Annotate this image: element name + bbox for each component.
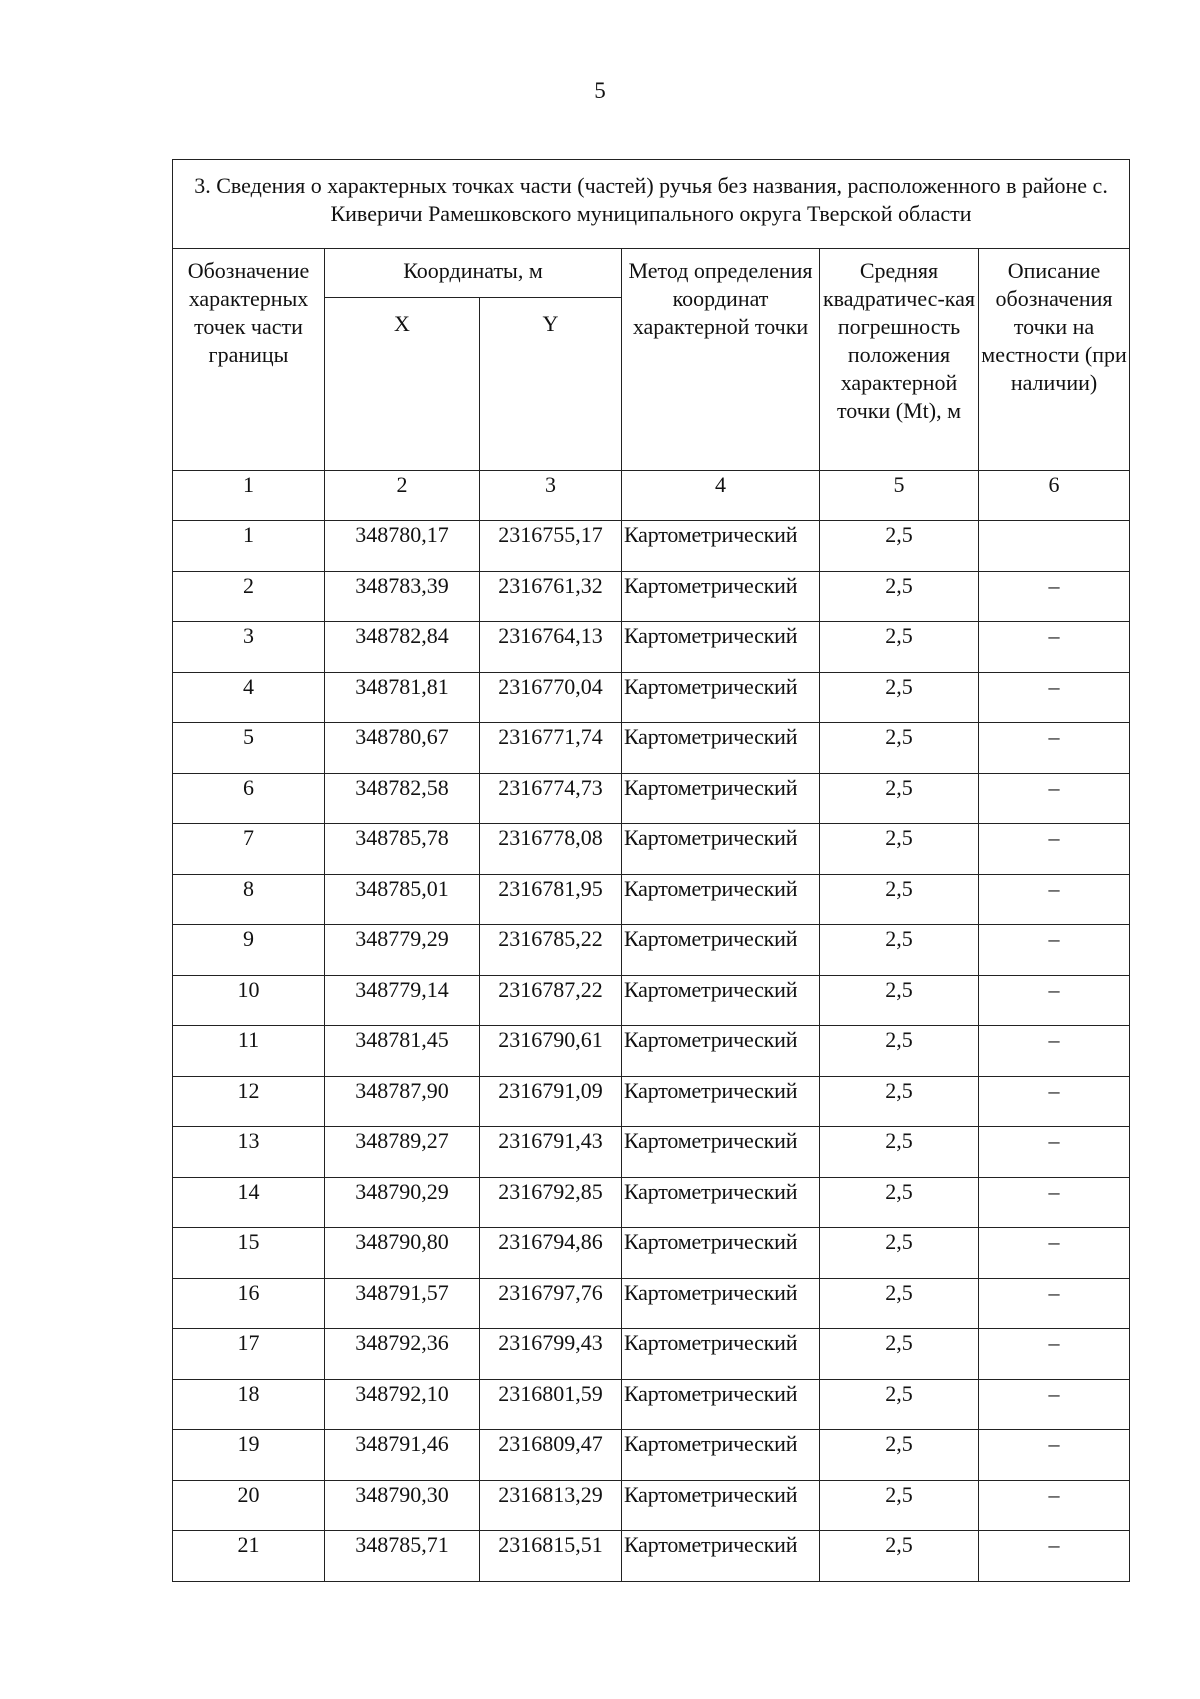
error-cell: 2,5 <box>820 1076 979 1127</box>
description-cell <box>979 521 1130 572</box>
description-cell: – <box>979 1278 1130 1329</box>
method-cell: Картометрический <box>622 824 820 875</box>
table-row <box>173 1228 1130 1279</box>
point-number-cell: 14 <box>173 1177 325 1228</box>
error-cell: 2,5 <box>820 773 979 824</box>
table-row <box>173 1177 1130 1228</box>
header-coordinates: Координаты, м <box>325 249 622 298</box>
description-cell: – <box>979 1026 1130 1077</box>
y-coordinate-cell: 2316791,09 <box>480 1076 622 1127</box>
error-cell: 2,5 <box>820 622 979 673</box>
point-number-cell: 10 <box>173 975 325 1026</box>
x-coordinate-cell: 348789,27 <box>325 1127 480 1178</box>
y-coordinate-cell: 2316771,74 <box>480 723 622 774</box>
method-cell: Картометрический <box>622 874 820 925</box>
y-coordinate-cell: 2316790,61 <box>480 1026 622 1077</box>
table-row <box>173 1076 1130 1127</box>
column-number: 4 <box>622 471 820 521</box>
method-cell: Картометрический <box>622 1228 820 1279</box>
y-coordinate-cell: 2316761,32 <box>480 571 622 622</box>
y-coordinate-cell: 2316809,47 <box>480 1430 622 1481</box>
y-coordinate-cell: 2316792,85 <box>480 1177 622 1228</box>
x-coordinate-cell: 348790,29 <box>325 1177 480 1228</box>
column-number: 3 <box>480 471 622 521</box>
x-coordinate-cell: 348791,46 <box>325 1430 480 1481</box>
method-cell: Картометрический <box>622 1278 820 1329</box>
method-cell: Картометрический <box>622 975 820 1026</box>
method-cell: Картометрический <box>622 723 820 774</box>
error-cell: 2,5 <box>820 1430 979 1481</box>
y-coordinate-cell: 2316801,59 <box>480 1379 622 1430</box>
description-cell: – <box>979 1076 1130 1127</box>
point-number-cell: 1 <box>173 521 325 572</box>
y-coordinate-cell: 2316797,76 <box>480 1278 622 1329</box>
description-cell: – <box>979 874 1130 925</box>
x-coordinate-cell: 348781,45 <box>325 1026 480 1077</box>
error-cell: 2,5 <box>820 1379 979 1430</box>
method-cell: Картометрический <box>622 1379 820 1430</box>
method-cell: Картометрический <box>622 773 820 824</box>
point-number-cell: 20 <box>173 1480 325 1531</box>
point-number-cell: 7 <box>173 824 325 875</box>
table-body <box>173 521 1130 1582</box>
point-number-cell: 19 <box>173 1430 325 1481</box>
column-number: 1 <box>173 471 325 521</box>
description-cell: – <box>979 723 1130 774</box>
error-cell: 2,5 <box>820 1177 979 1228</box>
description-cell: – <box>979 925 1130 976</box>
point-number-cell: 12 <box>173 1076 325 1127</box>
y-coordinate-cell: 2316815,51 <box>480 1531 622 1582</box>
table-row <box>173 1329 1130 1380</box>
point-number-cell: 18 <box>173 1379 325 1430</box>
y-coordinate-cell: 2316785,22 <box>480 925 622 976</box>
error-cell: 2,5 <box>820 1127 979 1178</box>
table-row <box>173 1430 1130 1481</box>
x-coordinate-cell: 348781,81 <box>325 672 480 723</box>
method-cell: Картометрический <box>622 672 820 723</box>
point-number-cell: 11 <box>173 1026 325 1077</box>
y-coordinate-cell: 2316778,08 <box>480 824 622 875</box>
y-coordinate-cell: 2316770,04 <box>480 672 622 723</box>
point-number-cell: 4 <box>173 672 325 723</box>
y-coordinate-cell: 2316799,43 <box>480 1329 622 1380</box>
header-method: Метод определения координат характерной точки <box>622 249 820 471</box>
point-number-cell: 17 <box>173 1329 325 1380</box>
error-cell: 2,5 <box>820 975 979 1026</box>
header-x: X <box>325 298 480 471</box>
point-number-cell: 5 <box>173 723 325 774</box>
description-cell: – <box>979 975 1130 1026</box>
method-cell: Картометрический <box>622 1480 820 1531</box>
method-cell: Картометрический <box>622 1076 820 1127</box>
description-cell: – <box>979 622 1130 673</box>
column-number: 2 <box>325 471 480 521</box>
method-cell: Картометрический <box>622 1430 820 1481</box>
error-cell: 2,5 <box>820 1329 979 1380</box>
description-cell: – <box>979 1228 1130 1279</box>
method-cell: Картометрический <box>622 622 820 673</box>
description-cell: – <box>979 1329 1130 1380</box>
x-coordinate-cell: 348783,39 <box>325 571 480 622</box>
point-number-cell: 13 <box>173 1127 325 1178</box>
column-number-row <box>173 471 1130 521</box>
x-coordinate-cell: 348790,80 <box>325 1228 480 1279</box>
point-number-cell: 8 <box>173 874 325 925</box>
description-cell: – <box>979 1379 1130 1430</box>
table-row <box>173 672 1130 723</box>
point-number-cell: 2 <box>173 571 325 622</box>
error-cell: 2,5 <box>820 925 979 976</box>
y-coordinate-cell: 2316791,43 <box>480 1127 622 1178</box>
point-number-cell: 21 <box>173 1531 325 1582</box>
x-coordinate-cell: 348785,78 <box>325 824 480 875</box>
method-cell: Картометрический <box>622 571 820 622</box>
y-coordinate-cell: 2316774,73 <box>480 773 622 824</box>
method-cell: Картометрический <box>622 1127 820 1178</box>
x-coordinate-cell: 348785,71 <box>325 1531 480 1582</box>
x-coordinate-cell: 348791,57 <box>325 1278 480 1329</box>
x-coordinate-cell: 348787,90 <box>325 1076 480 1127</box>
header-y: Y <box>480 298 622 471</box>
x-coordinate-cell: 348792,36 <box>325 1329 480 1380</box>
x-coordinate-cell: 348780,67 <box>325 723 480 774</box>
column-number: 6 <box>979 471 1130 521</box>
characteristic-points-table <box>172 159 1130 1582</box>
method-cell: Картометрический <box>622 1329 820 1380</box>
column-number: 5 <box>820 471 979 521</box>
error-cell: 2,5 <box>820 521 979 572</box>
header-point-designation: Обозначение характерных точек части границы <box>173 249 325 471</box>
y-coordinate-cell: 2316794,86 <box>480 1228 622 1279</box>
x-coordinate-cell: 348782,58 <box>325 773 480 824</box>
table-row <box>173 1480 1130 1531</box>
point-number-cell: 9 <box>173 925 325 976</box>
method-cell: Картометрический <box>622 1026 820 1077</box>
x-coordinate-cell: 348782,84 <box>325 622 480 673</box>
table-row <box>173 874 1130 925</box>
point-number-cell: 15 <box>173 1228 325 1279</box>
point-number-cell: 16 <box>173 1278 325 1329</box>
method-cell: Картометрический <box>622 1177 820 1228</box>
x-coordinate-cell: 348785,01 <box>325 874 480 925</box>
header-description: Описание обозначения точки на местности (при наличии) <box>979 249 1130 471</box>
method-cell: Картометрический <box>622 1531 820 1582</box>
description-cell: – <box>979 672 1130 723</box>
description-cell: – <box>979 1480 1130 1531</box>
error-cell: 2,5 <box>820 874 979 925</box>
description-cell: – <box>979 1127 1130 1178</box>
x-coordinate-cell: 348790,30 <box>325 1480 480 1531</box>
table-row <box>173 824 1130 875</box>
error-cell: 2,5 <box>820 1026 979 1077</box>
x-coordinate-cell: 348779,29 <box>325 925 480 976</box>
error-cell: 2,5 <box>820 1278 979 1329</box>
table-row <box>173 1379 1130 1430</box>
error-cell: 2,5 <box>820 1228 979 1279</box>
x-coordinate-cell: 348792,10 <box>325 1379 480 1430</box>
table-row <box>173 1278 1130 1329</box>
point-number-cell: 6 <box>173 773 325 824</box>
method-cell: Картометрический <box>622 521 820 572</box>
table-row <box>173 975 1130 1026</box>
description-cell: – <box>979 571 1130 622</box>
y-coordinate-cell: 2316787,22 <box>480 975 622 1026</box>
table-row <box>173 622 1130 673</box>
table-row <box>173 1531 1130 1582</box>
error-cell: 2,5 <box>820 1531 979 1582</box>
y-coordinate-cell: 2316764,13 <box>480 622 622 673</box>
point-number-cell: 3 <box>173 622 325 673</box>
error-cell: 2,5 <box>820 672 979 723</box>
header-mean-square-error: Средняя квадратичес-кая погрешность положения характерной точки (Mt), м <box>820 249 979 471</box>
y-coordinate-cell: 2316813,29 <box>480 1480 622 1531</box>
error-cell: 2,5 <box>820 824 979 875</box>
description-cell: – <box>979 773 1130 824</box>
page-number: 5 <box>594 78 606 103</box>
table-title: 3. Сведения о характерных точках части (частей) ручья без названия, расположенного в районе с. Киверичи Рамешковского муниципального округа Тверской области <box>173 160 1130 249</box>
description-cell: – <box>979 824 1130 875</box>
x-coordinate-cell: 348780,17 <box>325 521 480 572</box>
table-row <box>173 925 1130 976</box>
table-row <box>173 1026 1130 1077</box>
table-row <box>173 723 1130 774</box>
table-row <box>173 1127 1130 1178</box>
x-coordinate-cell: 348779,14 <box>325 975 480 1026</box>
error-cell: 2,5 <box>820 1480 979 1531</box>
description-cell: – <box>979 1531 1130 1582</box>
method-cell: Картометрический <box>622 925 820 976</box>
table-row <box>173 773 1130 824</box>
y-coordinate-cell: 2316755,17 <box>480 521 622 572</box>
description-cell: – <box>979 1177 1130 1228</box>
y-coordinate-cell: 2316781,95 <box>480 874 622 925</box>
description-cell: – <box>979 1430 1130 1481</box>
error-cell: 2,5 <box>820 571 979 622</box>
table-row <box>173 521 1130 572</box>
table-row <box>173 571 1130 622</box>
error-cell: 2,5 <box>820 723 979 774</box>
